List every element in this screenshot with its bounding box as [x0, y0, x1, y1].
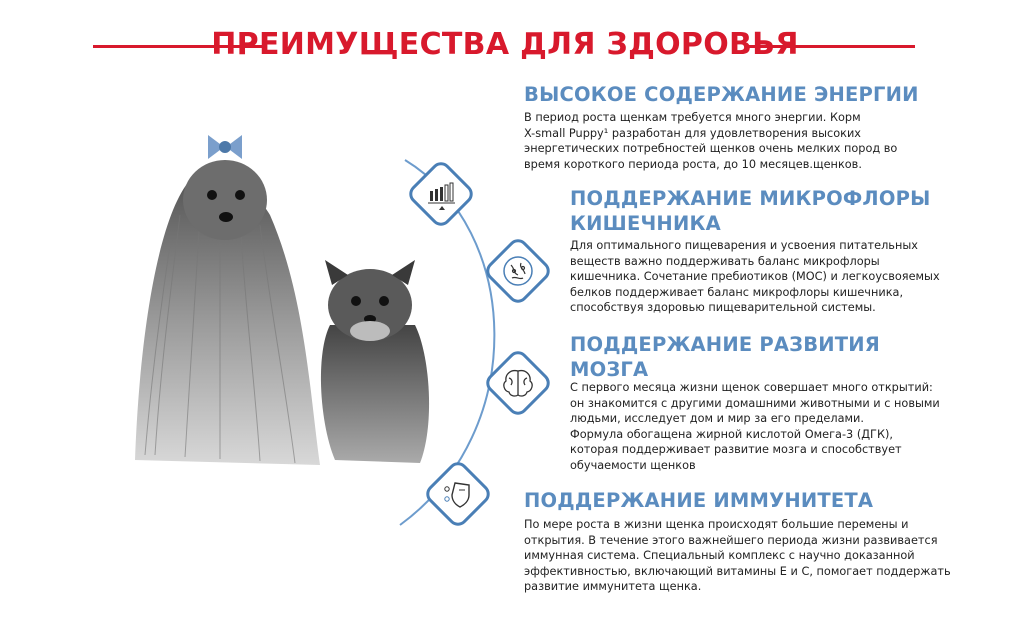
dogs-illustration [120, 95, 490, 475]
text-line: людьми, исследует дом и мир за его пределами. [570, 412, 864, 426]
energy-section-title [524, 82, 994, 107]
text-line: X-small Puppy¹ разработан для удовлетворения высоких [524, 126, 861, 140]
energy-title-line: ВЫСОКОЕ СОДЕРЖАНИЕ ЭНЕРГИИ [524, 83, 919, 106]
immunity-shield-icon [425, 461, 491, 527]
text-line: развитие иммунитета щенка. [524, 580, 702, 594]
microflora-section-title [570, 186, 1000, 236]
text-line: способствуя здоровью пищеварительной системы. [570, 301, 876, 315]
text-line: Формула обогащена жирной кислотой Омега-3 (ДГК), [570, 427, 893, 441]
text-line: он знакомится с другими домашними животными и с новыми [570, 396, 940, 410]
brain-section-text [570, 380, 1000, 474]
microflora-title-line-1: ПОДДЕРЖАНИЕ МИКРОФЛОРЫ [570, 187, 931, 210]
text-line: которая поддерживает развитие мозга и способствует [570, 443, 902, 457]
brain-title-line-2: МОЗГА [570, 358, 649, 381]
text-line: В период роста щенкам требуется много энергии. Корм [524, 111, 861, 124]
brain-title-line-1: ПОДДЕРЖАНИЕ РАЗВИТИЯ [570, 333, 881, 356]
text-line: иммунная система. Специальный комплекс с научно доказанной [524, 549, 915, 563]
text-line: С первого месяца жизни щенок совершает много открытий: [570, 381, 933, 394]
text-line: открытия. В течение этого важнейшего периода жизни развивается [524, 533, 938, 547]
microflora-title-line-2: КИШЕЧНИКА [570, 212, 721, 235]
immunity-section-text [524, 517, 1004, 595]
text-line: кишечника. Сочетание пребиотиков (МОС) и легкоусвояемых [570, 270, 940, 284]
immunity-section-title [524, 488, 994, 513]
text-line: эффективностью, включающий витамины Е и С, помогает поддержать [524, 564, 951, 578]
text-line: белков поддерживает баланс микрофлоры кишечника, [570, 285, 904, 299]
text-line: обучаемости щенков [570, 458, 696, 472]
text-line: веществ важно поддерживать баланс микрофлоры [570, 254, 880, 268]
energy-level-icon [408, 161, 474, 227]
brain-section-title [570, 332, 1000, 382]
microflora-section-text [570, 238, 1000, 316]
text-line: По мере роста в жизни щенка происходят большие перемены и [524, 518, 909, 531]
energy-section-text [524, 110, 994, 172]
immunity-title-line: ПОДДЕРЖАНИЕ ИММУНИТЕТА [524, 489, 874, 512]
text-line: Для оптимального пищеварения и усвоения питательных [570, 239, 918, 252]
brain-icon [485, 350, 551, 416]
text-line: время короткого периода роста, до 10 месяцев.щенков. [524, 157, 862, 171]
text-line: энергетических потребностей щенков очень мелких пород во [524, 142, 898, 156]
page-title: ПРЕИМУЩЕСТВА ДЛЯ ЗДОРОВЬЯ [211, 27, 799, 62]
microflora-icon [485, 238, 551, 304]
